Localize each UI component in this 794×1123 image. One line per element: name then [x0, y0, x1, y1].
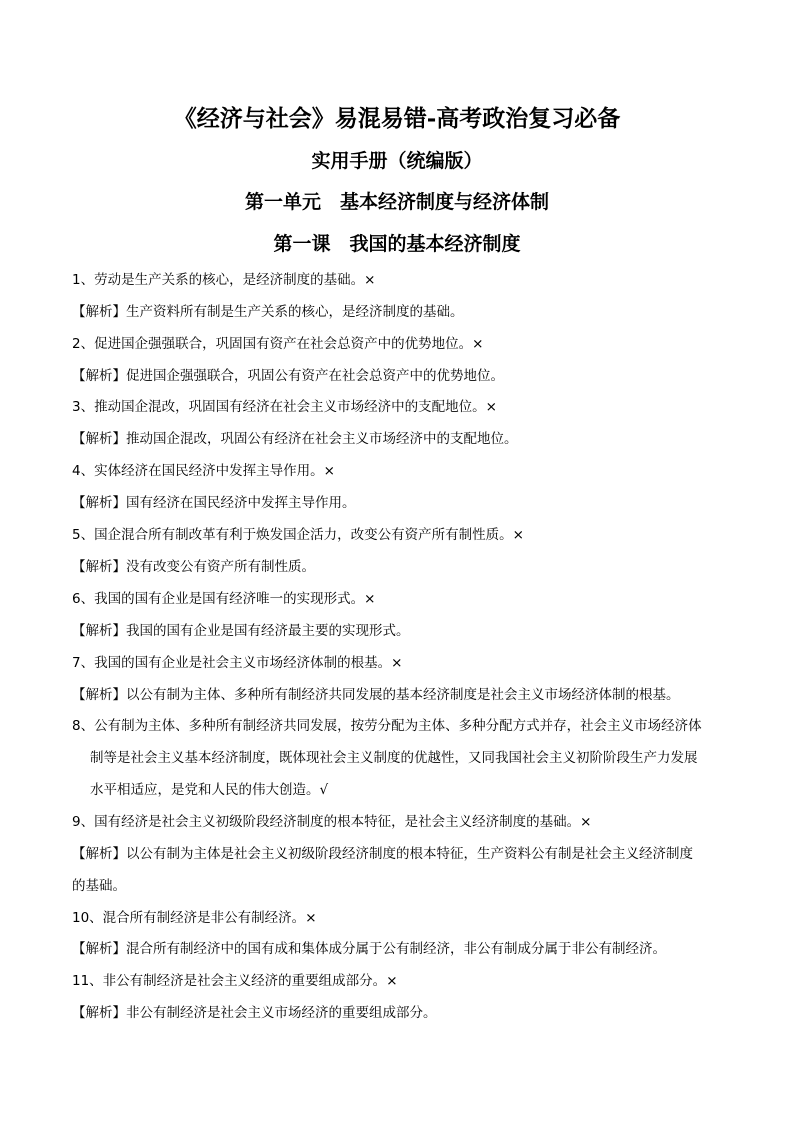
wrong-mark: ×: [364, 591, 376, 607]
analysis-line: 的基础。: [72, 878, 126, 894]
question-line: 5、国企混合所有制改革有利于焕发国企活力，改变公有资产所有制性质。×: [72, 527, 524, 543]
wrong-mark: ×: [472, 336, 484, 352]
wrong-mark: ×: [305, 910, 317, 926]
wrong-mark: ×: [512, 527, 524, 543]
question-line: 7、我国的国有企业是社会主义市场经济体制的根基。×: [72, 655, 403, 671]
question-line: 6、我国的国有企业是国有经济唯一的实现形式。×: [72, 591, 376, 607]
unit-heading: 第一单元 基本经济制度与经济体制: [244, 191, 549, 213]
analysis-line: 【解析】以公有制为主体是社会主义初级阶段经济制度的根本特征，生产资料公有制是社会主义经济制度: [72, 846, 693, 862]
wrong-mark: ×: [386, 973, 398, 989]
analysis-line: 【解析】非公有制经济是社会主义市场经济的重要组成部分。: [72, 1005, 437, 1021]
question-line: 8、公有制为主体、多种所有制经济共同发展，按劳分配为主体、多种分配方式并存，社会主义市场经济体: [72, 718, 702, 734]
analysis-line: 【解析】促进国企强强联合，巩固公有资产在社会总资产中的优势地位。: [72, 368, 504, 384]
wrong-mark: ×: [364, 272, 376, 288]
document-title: 《经济与社会》易混易错-高考政治复习必备: [173, 105, 621, 132]
question-line: 4、实体经济在国民经济中发挥主导作用。×: [72, 463, 335, 479]
correct-mark: √: [319, 782, 329, 798]
question-line: 制等是社会主义基本经济制度，既体现社会主义制度的优越性，又同我国社会主义初阶阶段生产力发展: [90, 750, 698, 766]
question-line: 9、国有经济是社会主义初级阶段经济制度的根本特征，是社会主义经济制度的基础。×: [72, 814, 592, 830]
analysis-line: 【解析】生产资料所有制是生产关系的核心，是经济制度的基础。: [72, 304, 464, 320]
wrong-mark: ×: [391, 655, 403, 671]
analysis-line: 【解析】混合所有制经济中的国有成和集体成分属于公有制经济，非公有制成分属于非公有制经济。: [72, 941, 666, 957]
analysis-line: 【解析】国有经济在国民经济中发挥主导作用。: [72, 495, 356, 511]
question-line: 1、劳动是生产关系的核心，是经济制度的基础。×: [72, 272, 376, 288]
lesson-heading: 第一课 我国的基本经济制度: [273, 233, 521, 255]
question-line: 2、促进国企强强联合，巩固国有资产在社会总资产中的优势地位。×: [72, 336, 484, 352]
analysis-line: 【解析】我国的国有企业是国有经济最主要的实现形式。: [72, 623, 410, 639]
question-line: 11、非公有制经济是社会主义经济的重要组成部分。×: [72, 973, 398, 989]
analysis-line: 【解析】以公有制为主体、多种所有制经济共同发展的基本经济制度是社会主义市场经济体制的根基。: [72, 687, 680, 703]
question-line: 3、推动国企混改，巩固国有经济在社会主义市场经济中的支配地位。×: [72, 399, 497, 415]
analysis-line: 【解析】推动国企混改，巩固公有经济在社会主义市场经济中的支配地位。: [72, 431, 518, 447]
wrong-mark: ×: [580, 814, 592, 830]
wrong-mark: ×: [323, 463, 335, 479]
document-subtitle: 实用手册（统编版）: [311, 150, 483, 172]
wrong-mark: ×: [485, 399, 497, 415]
analysis-line: 【解析】没有改变公有资产所有制性质。: [72, 559, 315, 575]
question-line: 水平相适应，是党和人民的伟大创造。√: [90, 782, 329, 798]
question-line: 10、混合所有制经济是非公有制经济。×: [72, 910, 317, 926]
